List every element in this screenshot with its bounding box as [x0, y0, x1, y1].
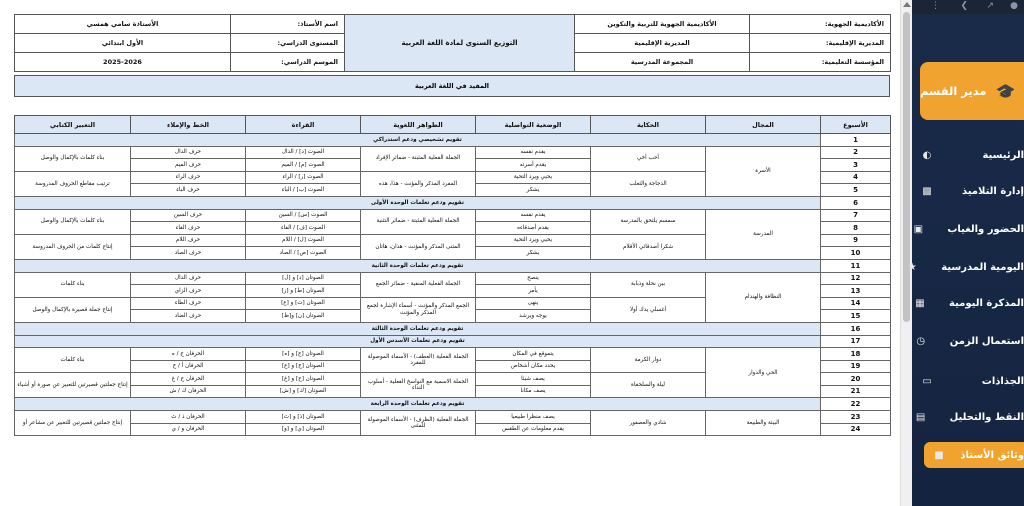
reading-cell: الصوت [ف] / الفاء [246, 222, 361, 235]
section-label: تقويم ودعم تعلمات الوحدة الأولى [15, 196, 821, 209]
more-icon[interactable]: ⋮ [931, 1, 940, 11]
week-cell: 5 [821, 184, 891, 197]
week-cell: 14 [821, 297, 891, 310]
writing-cell: إنتاج جملتين قصيرتين للتعبير عن مشاعر أو [15, 411, 131, 436]
story-cell: أغسلي يدك أولا [591, 297, 706, 322]
week-cell: 23 [821, 411, 891, 424]
section-label: تقويم ودعم تعلمات الوحدة الثالثة [15, 322, 821, 335]
sidebar-item-label: وثائق الأستاذ [960, 449, 1024, 461]
table-row [15, 272, 891, 285]
reading-cell: الصوتان [ك] و [ش] [246, 385, 361, 398]
level-label: المستوى الدراسي: [231, 34, 345, 53]
writing-cell: بناء كلمات بالإكمال والوصل [15, 209, 131, 234]
section-label: تقويم ودعم تعلمات الأسدس الأول [15, 335, 821, 348]
writing-cell: بناء كلمات بالإكمال والوصل [15, 146, 131, 171]
table-row [15, 335, 891, 348]
week-cell: 1 [821, 134, 891, 147]
linguistic-cell: الجملة الفعلية المثبتة - ضمائر التثنية [361, 209, 476, 234]
teacher-value: الأستاذة سامي همسي [15, 15, 231, 34]
week-cell: 2 [821, 146, 891, 159]
communication-cell: يحيي ويرد التحية [476, 171, 591, 184]
sidebar-item-label: الرئيسية [982, 149, 1024, 161]
domain-cell: النظافة والهندام [706, 272, 821, 322]
sidebar-item-label: الجذاذات [981, 375, 1024, 387]
week-cell: 21 [821, 385, 891, 398]
reading-cell: الصوتان [ن] و[ظ] [246, 310, 361, 323]
column-header: الظواهر اللغوية [361, 116, 476, 134]
week-cell: 11 [821, 259, 891, 272]
sidebar-item-attendance[interactable] [912, 218, 1024, 240]
week-cell: 16 [821, 322, 891, 335]
week-cell: 9 [821, 234, 891, 247]
handwriting-cell: حرف الضاد [131, 310, 246, 323]
section-label: تقويم ودعم تعلمات الوحدة الثانية [15, 259, 821, 272]
students-icon: ▩ [922, 185, 932, 197]
week-cell: 22 [821, 398, 891, 411]
linguistic-cell: المثنى المذكر والمؤنث - هذان، هاتان [361, 234, 476, 259]
table-row [15, 196, 891, 209]
institution-value: المجموعة المدرسية [575, 53, 750, 72]
handwriting-cell: الحرفان ج / ه [131, 348, 246, 361]
graduation-cap-icon: 🎓 [995, 81, 1016, 101]
week-cell: 24 [821, 423, 891, 436]
reading-cell: الصوتان [ت] و [ع] [246, 297, 361, 310]
institution-label: المؤسسة التعليمية: [750, 53, 891, 72]
reading-cell: الصوتان [ح] و [غ] [246, 373, 361, 386]
writing-cell: إنتاج كلمات من الحروف المدروسة [15, 234, 131, 259]
department-header[interactable] [920, 62, 1024, 120]
sidebar-item-daily-register[interactable] [907, 256, 1024, 278]
domain-cell: المدرسة [706, 209, 821, 259]
column-header: الخط والإملاء [131, 116, 246, 134]
communication-cell: يقدم نفسه [476, 209, 591, 222]
linguistic-cell: الجملة الفعلية المنفية - ضمائر الجمع [361, 272, 476, 297]
document-scrollbar[interactable] [900, 0, 912, 506]
reading-cell: الصوت [س] / السين [246, 209, 361, 222]
communication-cell: يحيي ويرد التحية [476, 234, 591, 247]
story-cell: شكرا أصدقائي الأقلام [591, 234, 706, 259]
domain-cell: البيئة والطبيعة [706, 411, 821, 436]
attendance-icon: ▣ [913, 223, 924, 235]
column-header: الوضعية التواصلية [476, 116, 591, 134]
handwriting-cell: حرف الميم [131, 159, 246, 172]
directorate-label: المديرية الإقليمية: [750, 34, 891, 53]
story-cell: دوار الكرمة [591, 348, 706, 373]
story-cell: بين نحلة وذبابة [591, 272, 706, 297]
star-icon: ★ [907, 261, 917, 273]
scroll-thumb[interactable] [903, 12, 910, 322]
sidebar-item-label: المذكرة اليومية [949, 297, 1024, 309]
linguistic-cell: الجمع المذكر والمؤنث - أسماء الإشارة لجمع المذكر والمؤنث [361, 297, 476, 322]
reading-cell: الصوت [د] / الدال [246, 146, 361, 159]
week-cell: 8 [821, 222, 891, 235]
sidebar-item-grades[interactable] [912, 406, 1024, 428]
header-table [14, 14, 891, 72]
reading-cell: الصوت [ص] / الصاد [246, 247, 361, 260]
sidebar-item-timetable[interactable] [912, 330, 1024, 352]
communication-cell: يأمر [476, 285, 591, 298]
sidebar-item-daily-notebook[interactable] [912, 292, 1024, 314]
chart-icon: ▤ [915, 411, 926, 423]
dashboard-icon: ◐ [922, 149, 932, 161]
communication-cell: يقدم أسرته [476, 159, 591, 172]
handwriting-cell: الحرفان ك / ش [131, 385, 246, 398]
department-label: مدير القسم [920, 84, 987, 98]
handwriting-cell: حرف اللام [131, 234, 246, 247]
linguistic-cell: الجملة الاسمية مع النواسخ الفعلية - أسلوب النداء [361, 373, 476, 398]
week-cell: 10 [821, 247, 891, 260]
domain-cell: الأسرة [706, 146, 821, 196]
communication-cell: يتموقع في المكان [476, 348, 591, 361]
handwriting-cell: حرف الدال [131, 146, 246, 159]
reading-cell: الصوت [ر] / الراء [246, 171, 361, 184]
reading-cell: الصوتان [خ] و [ع] [246, 360, 361, 373]
story-cell: أحب أخي [591, 146, 706, 171]
clock-icon: ◷ [916, 335, 926, 347]
column-header: المجال [706, 116, 821, 134]
reading-cell: الصوت [ب] / الباء [246, 184, 361, 197]
sidebar-item-students[interactable] [912, 180, 1024, 202]
page-title: التوزيع السنوي لمادة اللغة العربية [345, 15, 575, 72]
week-cell: 6 [821, 196, 891, 209]
teacher-label: اسم الأستاذ: [231, 15, 345, 34]
story-cell: الدجاجة والثعلب [591, 171, 706, 196]
sidebar-item-label: استعمال الزمن [949, 335, 1024, 347]
reading-cell: الصوتان [ط] و [ز] [246, 285, 361, 298]
sidebar-item-label: الحضور والغياب [947, 223, 1024, 235]
season-value: 2025-2026 [15, 53, 231, 72]
communication-cell: يحدد مكان أشخاص [476, 360, 591, 373]
week-cell: 19 [821, 360, 891, 373]
reading-cell: الصوتان [ذ] و [ث] [246, 411, 361, 424]
table-header-row [15, 116, 891, 134]
reading-cell: الصوت [ل] / اللام [246, 234, 361, 247]
communication-cell: يقدم أصدقاءه [476, 222, 591, 235]
writing-cell: ترتيب مقاطع الحروف المدروسة [15, 171, 131, 196]
table-row [15, 209, 891, 222]
sidebar [907, 0, 1024, 506]
column-header: الأسبوع [821, 116, 891, 134]
communication-cell: ينصح [476, 272, 591, 285]
column-header: القراءة [246, 116, 361, 134]
communication-cell: يقدم نفسه [476, 146, 591, 159]
week-cell: 7 [821, 209, 891, 222]
communication-cell: يشكر [476, 247, 591, 260]
reading-cell: الصوتان [ج] و [ه] [246, 348, 361, 361]
week-cell: 15 [821, 310, 891, 323]
sidebar-item-label: اليومية المدرسية [941, 261, 1024, 273]
sidebar-item-label: إدارة التلاميذ [961, 185, 1024, 197]
location-icon[interactable]: ● [1010, 1, 1018, 11]
handwriting-cell: حرف الصاد [131, 247, 246, 260]
table-row [15, 259, 891, 272]
column-header: التعبير الكتابي [15, 116, 131, 134]
folder-icon: ■ [934, 449, 944, 461]
handwriting-cell: حرف السين [131, 209, 246, 222]
communication-cell: ينهى [476, 297, 591, 310]
handwriting-cell: حرف الزاي [131, 285, 246, 298]
level-value: الأول ابتدائي [15, 34, 231, 53]
scroll-up-arrow-icon[interactable] [903, 2, 911, 7]
directorate-value: المديرية الإقليمية [575, 34, 750, 53]
arrow-icon[interactable]: ↗ [986, 1, 994, 11]
linguistic-cell: الجملة الفعلية (الظرف) - الأسماء الموصولة للمثنى [361, 411, 476, 436]
academy-value: الأكاديمية الجهوية للتربية والتكوين [575, 15, 750, 34]
communication-cell: يقدم معلومات عن الطقس [476, 423, 591, 436]
distribution-table [14, 115, 891, 436]
textbook-banner: المفيد في اللغة العربية [14, 75, 890, 97]
communication-cell: يصف شيئا [476, 373, 591, 386]
week-cell: 12 [821, 272, 891, 285]
story-cell: ليلة والسلحفاة [591, 373, 706, 398]
table-row [15, 134, 891, 147]
handwriting-cell: حرف الدال [131, 272, 246, 285]
linguistic-cell: المفرد المذكر والمؤنث - هذا، هذه [361, 171, 476, 196]
communication-cell: يصف مكانا [476, 385, 591, 398]
share-icon[interactable]: ❯ [960, 1, 968, 11]
reading-cell: الصوت [م] / الميم [246, 159, 361, 172]
week-cell: 18 [821, 348, 891, 361]
week-cell: 4 [821, 171, 891, 184]
document-page [14, 14, 890, 436]
week-cell: 17 [821, 335, 891, 348]
sidebar-item-teacher-documents[interactable] [924, 442, 1024, 468]
writing-cell: بناء كلمات [15, 348, 131, 373]
handwriting-cell: الحرفان ذ / ث [131, 411, 246, 424]
writing-cell: بناء كلمات [15, 272, 131, 297]
table-row [15, 322, 891, 335]
handwriting-cell: حرف الفاء [131, 222, 246, 235]
linguistic-cell: الجملة الفعلية (العطف) - الأسماء الموصولة للمفرد [361, 348, 476, 373]
table-row [15, 146, 891, 159]
story-cell: سمسم يلتحق بالمدرسة [591, 209, 706, 234]
section-label: تقويم تشخيصي ودعم استدراكي [15, 134, 821, 147]
week-cell: 20 [821, 373, 891, 386]
communication-cell: يصف منظرا طبيعيا [476, 411, 591, 424]
communication-cell: يشكر [476, 184, 591, 197]
linguistic-cell: الجملة الفعلية المثبتة - ضمائر الإفراد [361, 146, 476, 171]
table-row [15, 411, 891, 424]
reading-cell: الصوتان [ي] و [و] [246, 423, 361, 436]
handwriting-cell: حرف الباء [131, 184, 246, 197]
section-label: تقويم ودعم تعلمات الوحدة الرابعة [15, 398, 821, 411]
top-toolbar-strip [912, 0, 1024, 14]
handwriting-cell: حرف الطاء [131, 297, 246, 310]
week-cell: 3 [821, 159, 891, 172]
domain-cell: الحي والدوار [706, 348, 821, 398]
writing-cell: إنتاج جملة قصيرة بالإكمال والوصل [15, 297, 131, 322]
season-label: الموسم الدراسي: [231, 53, 345, 72]
academy-label: الأكاديمية الجهوية: [750, 15, 891, 34]
sidebar-item-label: النقط والتحليل [949, 411, 1024, 423]
table-row [15, 398, 891, 411]
column-header: الحكاية [591, 116, 706, 134]
writing-cell: إنتاج جملتين قصيرتين للتعبير عن صورة أو أشياء [15, 373, 131, 398]
sidebar-item-home[interactable] [912, 144, 1024, 166]
reading-cell: الصوتان [د] و [ل] [246, 272, 361, 285]
handwriting-cell: حرف الراء [131, 171, 246, 184]
file-icon: ▭ [922, 375, 932, 387]
sidebar-item-lesson-sheets[interactable] [912, 370, 1024, 392]
handwriting-cell: الحرفان ح / غ [131, 373, 246, 386]
notebook-icon: ▦ [915, 297, 925, 309]
table-row [15, 348, 891, 361]
story-cell: شادي والعصفور [591, 411, 706, 436]
handwriting-cell: الحرفان و / ي [131, 423, 246, 436]
handwriting-cell: الحرفان أ / خ [131, 360, 246, 373]
week-cell: 13 [821, 285, 891, 298]
communication-cell: يوجه ويرشد [476, 310, 591, 323]
